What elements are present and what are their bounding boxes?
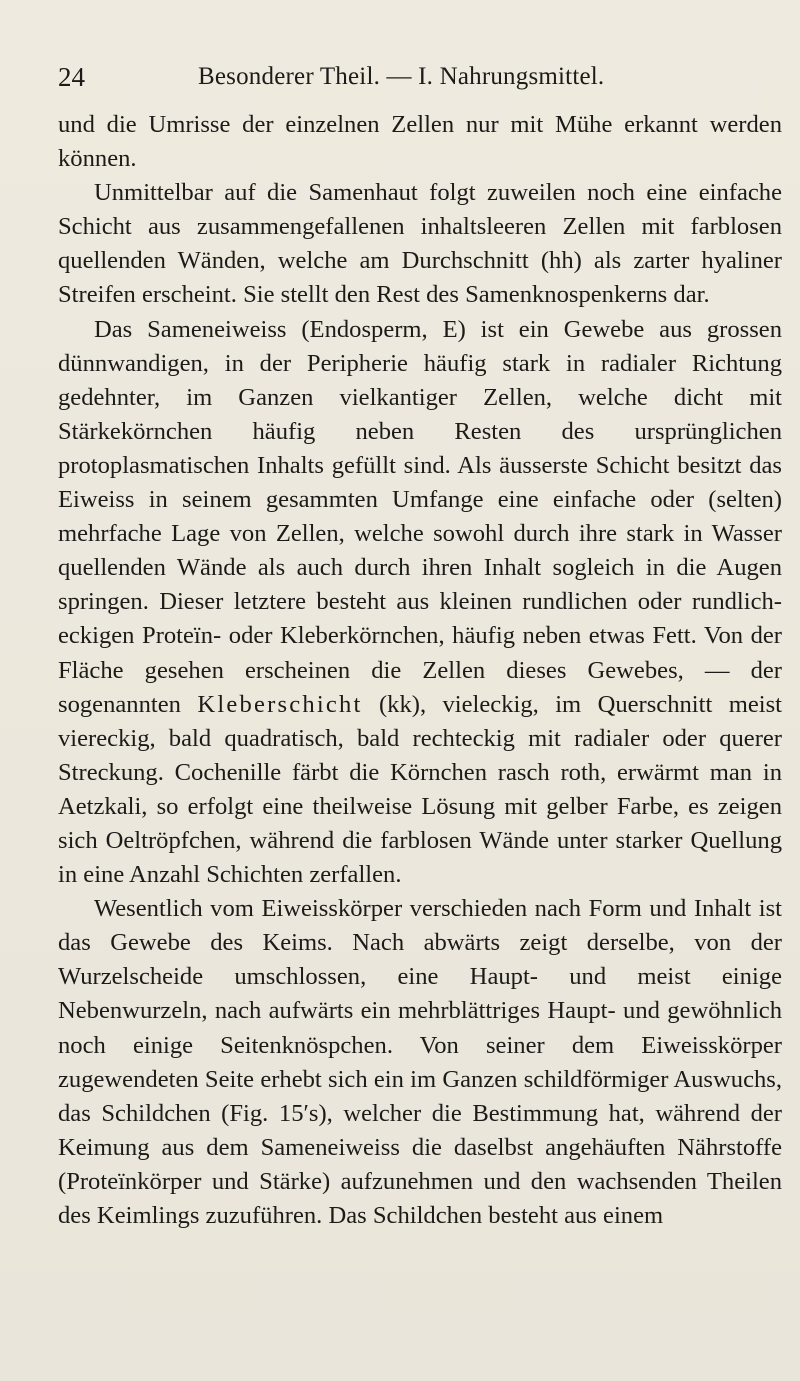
running-head: Besonderer Theil. — I. Nahrungsmittel. xyxy=(198,63,605,90)
paragraph-keim: Wesentlich vom Eiweisskörper verschieden nach Form und Inhalt ist das Gewebe des Keims. Nach abwärts zeigt derselbe, von der Wurzelscheide umschlossen, eine Haupt- und meist einige Nebenwurzeln, nach aufwärts ein mehrblättriges Haupt- und gewöhnlich noch einige Seitenknöspchen. Von seiner dem Eiweisskörper zugewendeten Seite erhebt sich ein im Ganzen schildförmiger Auswuchs, das Schildchen (Fig. 15′s), welcher die Bestimmung hat, während der Keimung aus dem Sameneiweiss die daselbst angehäuften Nährstoffe (Proteïnkörper und Stärke) aufzunehmen und den wachsenden Theilen des Keimlings zuzuführen. Das Schildchen besteht aus einem xyxy=(58,895,782,1229)
page-number: 24 xyxy=(58,62,85,92)
page-header xyxy=(58,60,762,94)
paragraph-sameneiweiss-part1: Das Sameneiweiss (Endosperm, E) ist ein Gewebe aus grossen dünnwandigen, in der Peripherie häufig stark in radialer Richtung gedehnter, im Ganzen vielkantiger Zellen, welche dicht mit Stärkekörnchen häufig neben Resten des ursprünglichen protoplasmatischen Inhalts gefüllt sind. Als äusserste Schicht besitzt das Eiweiss in seinem gesammten Umfange eine einfache oder (selten) mehrfache Lage von Zellen, welche sowohl durch ihre stark in Wasser quellenden Wände als auch durch ihren Inhalt sogleich in die Augen springen. Dieser letztere besteht aus kleinen rundlichen oder rundlich-eckigen Proteïn- oder Kleberkörnchen, häufig neben etwas Fett. Von der Fläche gesehen erscheinen die Zellen dieses Gewebes, — der sogenannten xyxy=(58,315,782,718)
paragraph-continuation: und die Umrisse der einzelnen Zellen nur mit Mühe erkannt werden können. xyxy=(58,111,782,173)
body-text xyxy=(58,108,782,1233)
paragraph-samenknospenkern: Unmittelbar auf die Samenhaut folgt zuweilen noch eine einfache Schicht aus zusammengefallenen inhaltsleeren Zellen mit farblosen quellenden Wänden, welche am Durchschnitt (hh) als zarter hyaliner Streifen erscheint. Sie stellt den Rest des Samenknospenkerns dar. xyxy=(58,179,782,309)
paragraph-sameneiweiss xyxy=(58,313,782,893)
paragraph-sameneiweiss-part2: (kk), vieleckig, im Querschnitt meist viereckig, bald quadratisch, bald rechteckig mit radialer oder querer Streckung. Cochenille färbt die Körnchen rasch roth, erwärmt man in Aetzkali, so erfolgt eine theilweise Lösung mit gelber Farbe, es zeigen sich Oeltröpfchen, während die farblosen Wände unter starker Quellung in eine Anzahl Schichten zerfallen. xyxy=(58,690,782,889)
term-kleberschicht: Kleberschicht xyxy=(197,690,363,718)
